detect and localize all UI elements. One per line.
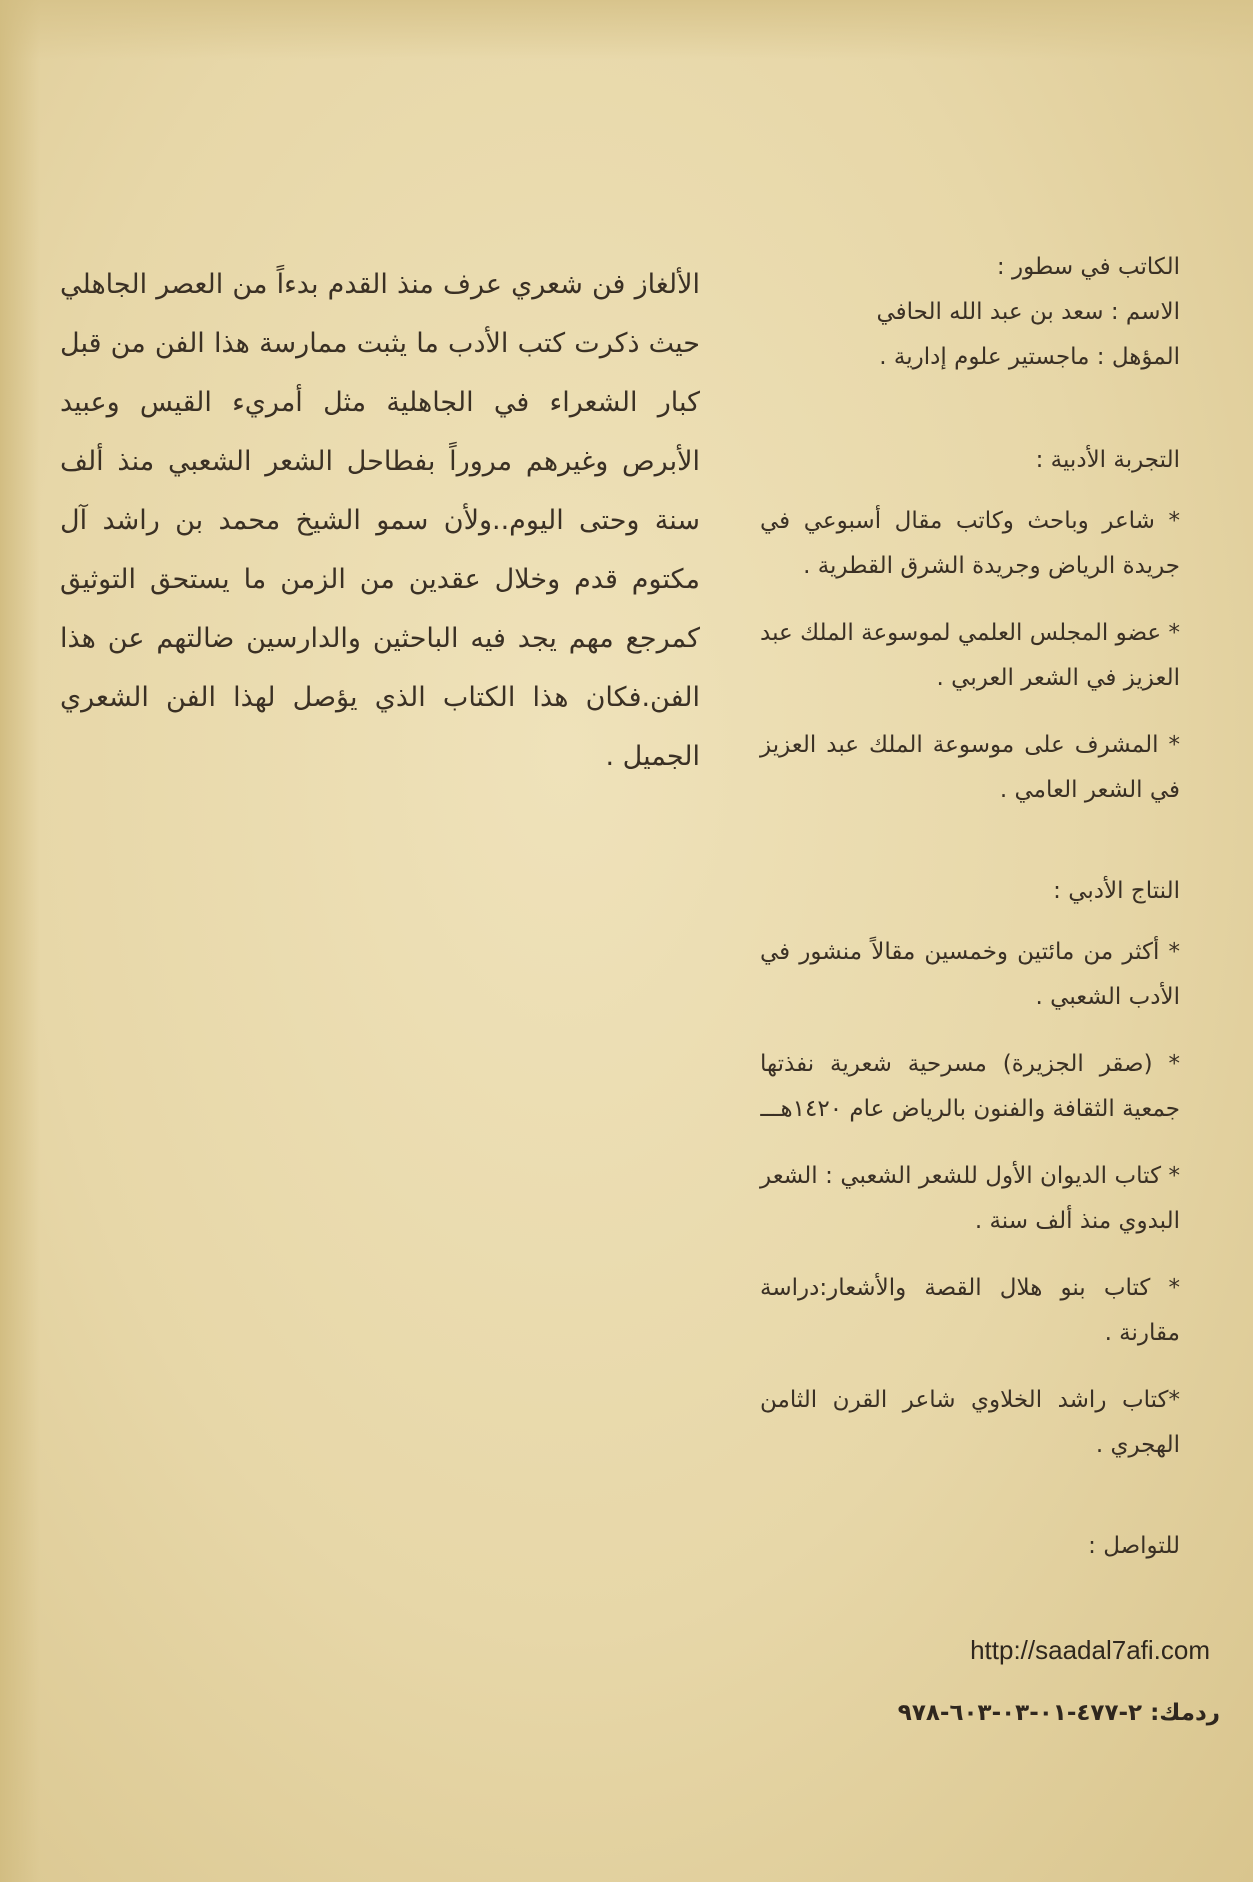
website-link[interactable]: http://saadal7afi.com bbox=[970, 1635, 1210, 1665]
production-item: * كتاب الديوان الأول للشعر الشعبي : الشعر البدوي منذ ألف سنة . bbox=[760, 1163, 1180, 1234]
isbn-number: ردمك: ٢-٤٧٧-٠١-٠٣-٦٠٣-٩٧٨ bbox=[897, 1700, 1220, 1726]
experience-item: * شاعر وباحث وكاتب مقال أسبوعي في جريدة الرياض وجريدة الشرق القطرية . bbox=[760, 508, 1180, 579]
author-heading: الكاتب في سطور : bbox=[996, 254, 1180, 280]
production-item: * (صقر الجزيرة) مسرحية شعرية نفذتها جمعية الثقافة والفنون بالرياض عام ١٤٢٠هـــ bbox=[760, 1051, 1180, 1122]
production-heading: النتاج الأدبي : bbox=[1053, 878, 1180, 904]
production-item: * كتاب بنو هلال القصة والأشعار:دراسة مقارنة . bbox=[760, 1275, 1180, 1346]
book-description bbox=[60, 255, 700, 786]
author-bio bbox=[760, 245, 1180, 1569]
production-item: * أكثر من مائتين وخمسين مقالاً منشور في الأدب الشعبي . bbox=[760, 939, 1180, 1010]
paper-edge-top bbox=[0, 0, 1253, 60]
experience-heading: التجربة الأدبية : bbox=[1035, 447, 1180, 473]
intro-paragraph: الألغاز فن شعري عرف منذ القدم بدءاً من العصر الجاهلي حيث ذكرت كتب الأدب ما يثبت ممارسة هذا الفن من قبل كبار الشعراء في الجاهلية مثل أمريء القيس وعبيد الأبرص وغيرهم مروراً بفطاحل الشعر الشعبي منذ ألف سنة وحتى اليوم..ولأن سمو الشيخ محمد بن راشد آل مكتوم قدم وخلال عقدين من الزمن ما يستحق التوثيق كمرجع مهم يجد فيه الباحثين والدارسين ضالتهم عن هذا الفن.فكان هذا الكتاب الذي يؤصل لهذا الفن الشعري الجميل . bbox=[60, 269, 700, 772]
experience-item: * المشرف على موسوعة الملك عبد العزيز في الشعر العامي . bbox=[760, 732, 1180, 803]
experience-item: * عضو المجلس العلمي لموسوعة الملك عبد العزيز في الشعر العربي . bbox=[760, 620, 1180, 691]
author-qualification: المؤهل : ماجستير علوم إدارية . bbox=[879, 344, 1180, 370]
production-item: *كتاب راشد الخلاوي شاعر القرن الثامن الهجري . bbox=[760, 1387, 1180, 1458]
contact-heading: للتواصل : bbox=[1088, 1533, 1180, 1559]
author-name: الاسم : سعد بن عبد الله الحافي bbox=[876, 299, 1180, 325]
paper-edge-left bbox=[0, 0, 40, 1882]
